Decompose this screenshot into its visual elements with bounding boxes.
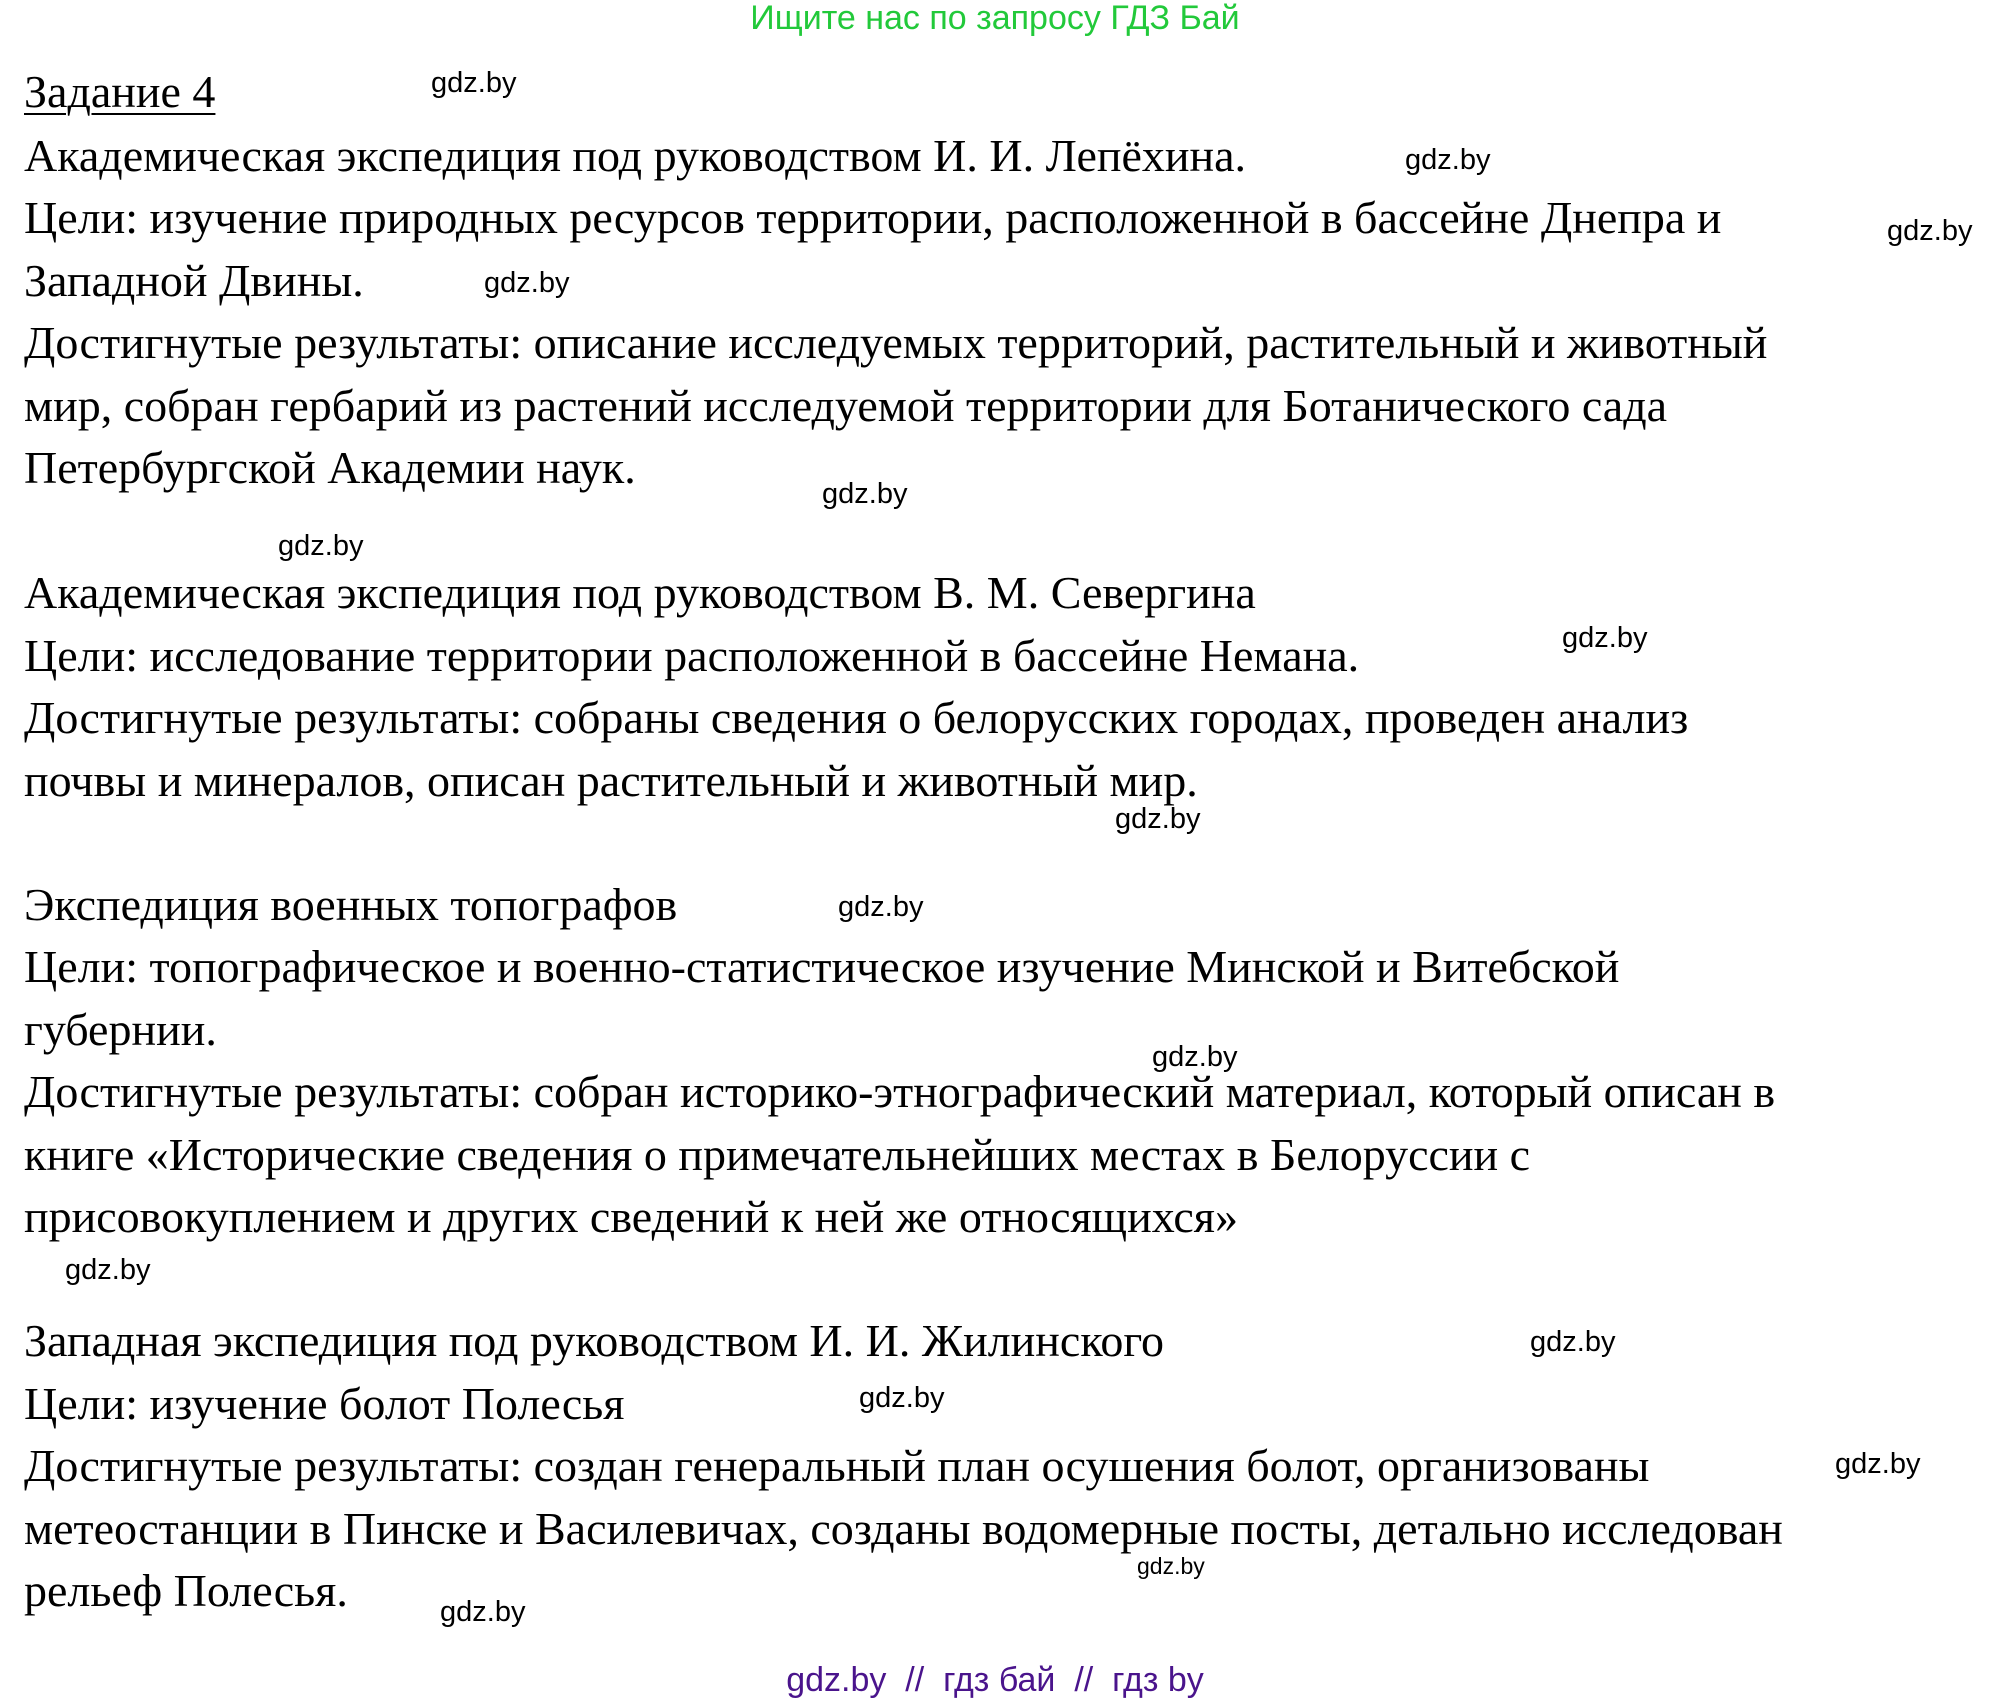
section-2-heading: Академическая экспедиция под руководством В. М. Севергина	[24, 567, 1256, 618]
section-3-line: Цели: топографическое и военно-статистическое изучение Минской и Витебской	[24, 941, 1620, 992]
watermark: gdz.by	[278, 530, 364, 562]
section-1-line: Цели: изучение природных ресурсов территории, расположенной в бассейне Днепра и	[24, 192, 1722, 243]
section-3-heading: Экспедиция военных топографов	[24, 879, 678, 930]
watermark: gdz.by	[65, 1254, 151, 1286]
footer-links: gdz.by // гдз бай // гдз by	[786, 1661, 1204, 1699]
header-banner: Ищите нас по запросу ГДЗ Бай	[750, 0, 1240, 37]
watermark: gdz.by	[1405, 144, 1491, 176]
section-4-heading: Западная экспедиция под руководством И. И. Жилинского	[24, 1315, 1165, 1366]
watermark: gdz.by	[1530, 1326, 1616, 1358]
section-4-line: Цели: изучение болот Полесья	[24, 1378, 625, 1429]
task-title: Задание 4	[24, 66, 216, 117]
watermark: gdz.by	[838, 891, 924, 923]
section-2-line: Цели: исследование территории расположенной в бассейне Немана.	[24, 630, 1360, 681]
watermark: gdz.by	[1887, 215, 1973, 247]
section-3-line: Достигнутые результаты: собран историко-этнографический материал, который описан в	[24, 1066, 1776, 1117]
section-1-line: Петербургской Академии наук.	[24, 442, 636, 493]
watermark: gdz.by	[431, 67, 517, 99]
watermark: gdz.by	[1562, 622, 1648, 654]
section-2-line: Достигнутые результаты: собраны сведения о белорусских городах, проведен анализ	[24, 692, 1689, 743]
section-4-line: Достигнутые результаты: создан генеральный план осушения болот, организованы	[24, 1440, 1650, 1491]
section-3-line: присовокуплением и других сведений к ней же относящихся»	[24, 1191, 1238, 1242]
section-1-line: Западной Двины.	[24, 255, 364, 306]
section-4-line: рельеф Полесья.	[24, 1565, 348, 1616]
watermark: gdz.by	[1152, 1041, 1238, 1073]
section-3-line: губернии.	[24, 1004, 217, 1055]
section-3-line: книге «Исторические сведения о примечательнейших местах в Белоруссии с	[24, 1129, 1531, 1180]
watermark: gdz.by	[822, 478, 908, 510]
section-1-line: Достигнутые результаты: описание исследуемых территорий, растительный и животный	[24, 317, 1768, 368]
section-4-line: метеостанции в Пинске и Василевичах, созданы водомерные посты, детально исследован	[24, 1503, 1783, 1554]
watermark: gdz.by	[1835, 1448, 1921, 1480]
watermark: gdz.by	[859, 1382, 945, 1414]
section-1-line: мир, собран гербарий из растений исследуемой территории для Ботанического сада	[24, 380, 1668, 431]
section-2-line: почвы и минералов, описан растительный и животный мир.	[24, 755, 1198, 806]
section-1-heading: Академическая экспедиция под руководством И. И. Лепёхина.	[24, 130, 1247, 181]
watermark: gdz.by	[1115, 803, 1201, 835]
watermark: gdz.by	[484, 267, 570, 299]
watermark: gdz.by	[440, 1596, 526, 1628]
watermark: gdz.by	[1137, 1553, 1205, 1579]
